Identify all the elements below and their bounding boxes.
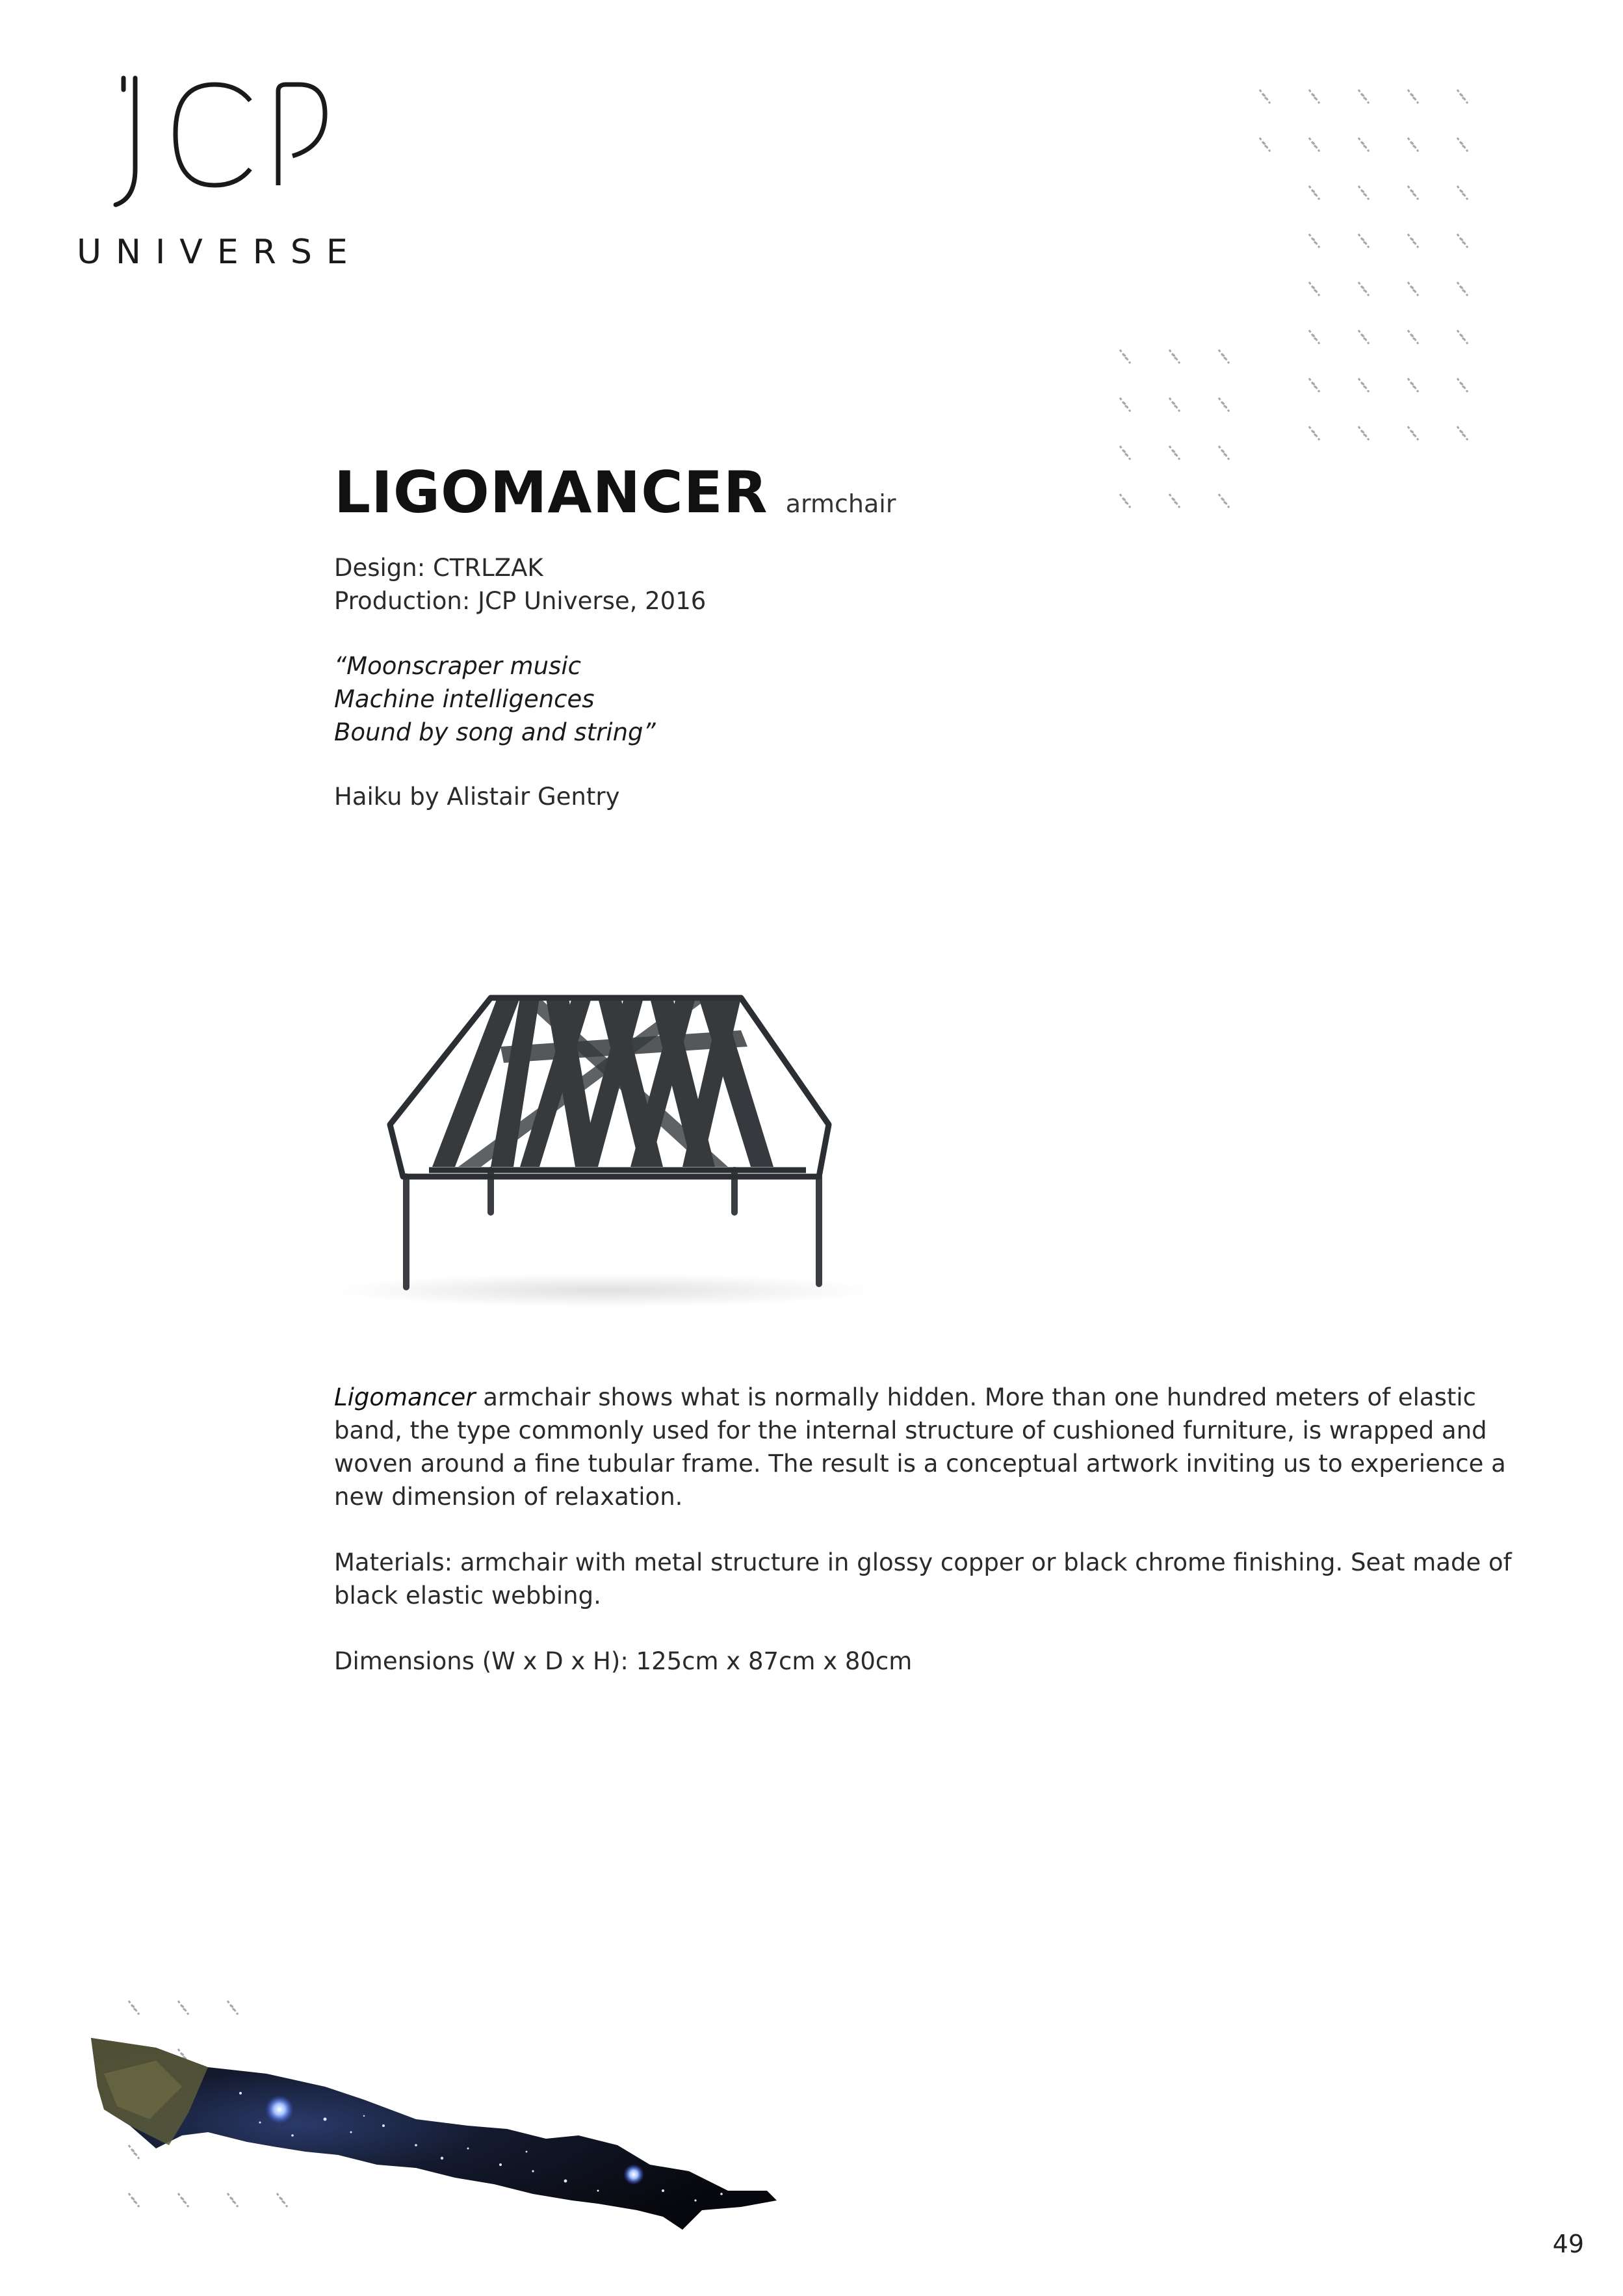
description-body: armchair shows what is normally hidden. More than one hundred meters of elastic band, the type commonly used for the internal structure of cushioned furniture, is wrapped and woven around a fine tubular frame. The result is a conceptual artwork inviting us to experience a new dimension of relaxation. — [334, 1383, 1506, 1511]
dimensions-text: Dimensions (W x D x H): 125cm x 87cm x 80cm — [334, 1647, 913, 1675]
slash-mark — [1219, 446, 1229, 460]
product-description — [334, 1381, 1524, 1710]
space-fragment-icon — [78, 1996, 812, 2249]
slash-mark — [1358, 138, 1369, 151]
jcp-logo-icon — [110, 72, 331, 215]
haiku-line: Bound by song and string” — [334, 718, 656, 746]
haiku-line: “Moonscraper music — [334, 652, 581, 680]
slash-mark — [1457, 90, 1468, 103]
slash-mark — [1169, 446, 1180, 460]
slash-mark — [1457, 426, 1468, 440]
slash-mark — [1120, 446, 1130, 460]
product-type: armchair — [785, 489, 896, 518]
slash-mark — [1309, 378, 1319, 392]
description-intro — [334, 1381, 1524, 1513]
slash-mark — [1358, 426, 1369, 440]
slash-mark — [1309, 330, 1319, 344]
slash-mark — [1358, 186, 1369, 200]
production-credit: Production: JCP Universe, 2016 — [334, 587, 707, 615]
slash-mark — [1219, 494, 1229, 508]
slash-mark — [1358, 234, 1369, 248]
slash-mark — [1408, 330, 1418, 344]
armchair-image-icon — [325, 969, 910, 1333]
slash-mark — [1309, 282, 1319, 296]
slash-mark — [1408, 138, 1418, 151]
page-number: 49 — [1552, 2230, 1584, 2258]
slash-mark — [1169, 350, 1180, 363]
slash-mark — [1408, 90, 1418, 103]
haiku — [334, 649, 656, 749]
slash-mark — [1309, 186, 1319, 200]
slash-mark — [1309, 426, 1319, 440]
slash-mark — [1219, 398, 1229, 411]
slash-mark — [1358, 90, 1369, 103]
product-title-row — [334, 459, 896, 526]
slash-mark — [1408, 426, 1418, 440]
slash-mark — [1169, 494, 1180, 508]
slash-mark — [1260, 138, 1270, 151]
slash-pattern-mid — [1115, 345, 1245, 527]
slash-mark — [1408, 234, 1418, 248]
slash-mark — [1408, 378, 1418, 392]
slash-mark — [1169, 398, 1180, 411]
slash-mark — [1457, 282, 1468, 296]
design-credit: Design: CTRLZAK — [334, 554, 543, 582]
description-emphasis: Ligomancer — [334, 1383, 476, 1411]
slash-mark — [1120, 398, 1130, 411]
slash-mark — [1358, 378, 1369, 392]
slash-mark — [1457, 330, 1468, 344]
slash-mark — [1457, 138, 1468, 151]
slash-mark — [1457, 186, 1468, 200]
slash-mark — [1358, 330, 1369, 344]
slash-mark — [1219, 350, 1229, 363]
slash-mark — [1309, 234, 1319, 248]
slash-mark — [1309, 138, 1319, 151]
slash-mark — [1457, 234, 1468, 248]
materials-text: Materials: armchair with metal structure in glossy copper or black chrome finishing. Seat made of black elastic webbing. — [334, 1548, 1512, 1610]
slash-mark — [1120, 494, 1130, 508]
haiku-line: Machine intelligences — [334, 685, 595, 713]
slash-mark — [1260, 90, 1270, 103]
slash-mark — [1457, 378, 1468, 392]
slash-mark — [1408, 186, 1418, 200]
slash-pattern-top-right — [1254, 85, 1508, 462]
slash-mark — [1309, 90, 1319, 103]
slash-mark — [1120, 350, 1130, 363]
slash-mark — [1358, 282, 1369, 296]
logo-wordmark: UNIVERSE — [77, 233, 362, 272]
product-name: LIGOMANCER — [334, 459, 768, 526]
product-credits — [334, 551, 706, 618]
haiku-author: Haiku by Alistair Gentry — [334, 783, 620, 811]
slash-mark — [1408, 282, 1418, 296]
